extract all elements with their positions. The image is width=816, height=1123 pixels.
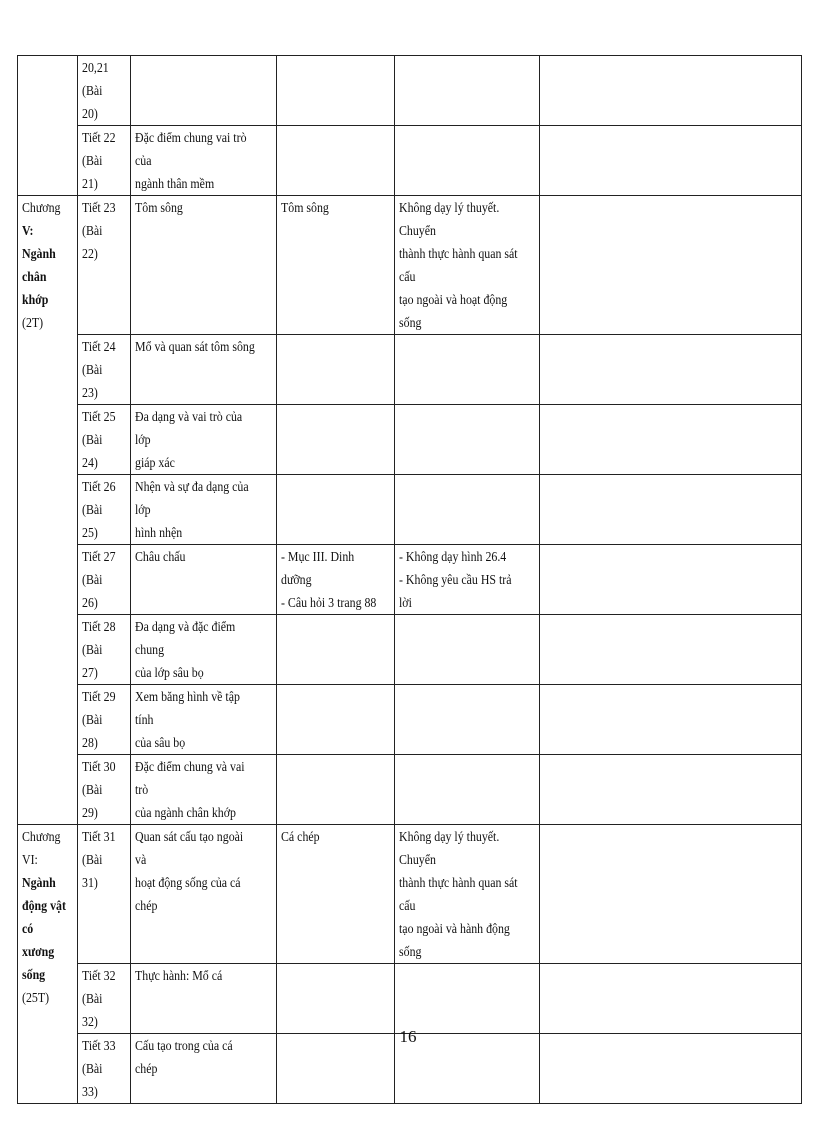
table-row [18, 56, 802, 126]
cell-line: Không dạy lý thuyết. Chuyển [399, 200, 500, 238]
period-cell [78, 56, 131, 126]
lesson-cell [131, 405, 277, 475]
cell-line: Tiết 29 [82, 689, 116, 704]
table-row [18, 545, 802, 615]
cell-line: Thực hành: Mổ cá [135, 968, 223, 983]
period-cell [78, 335, 131, 405]
cell-line: (Bài 31) [82, 852, 103, 890]
cell-line: Tiết 24 [82, 339, 116, 354]
lesson-cell [131, 685, 277, 755]
cell-line: (Bài 24) [82, 432, 103, 470]
table-row [18, 685, 802, 755]
cell-line: - Không dạy hình 26.4 [399, 549, 507, 564]
cell-line: Quan sát cấu tạo ngoài và [135, 829, 244, 867]
content-cell [277, 964, 395, 1034]
cell-line: (Bài 21) [82, 153, 103, 191]
content-cell [277, 475, 395, 545]
period-cell [78, 475, 131, 545]
cell-line: Đặc điểm chung và vai trò [135, 759, 245, 797]
table-row [18, 964, 802, 1034]
content-cell [277, 825, 395, 964]
table-row [18, 335, 802, 405]
note-cell [540, 964, 802, 1034]
cell-line: (Bài 33) [82, 1061, 103, 1099]
note-cell [540, 475, 802, 545]
content-cell [277, 615, 395, 685]
cell-line: (Bài 26) [82, 572, 103, 610]
chapter-line: có xương [22, 921, 55, 959]
table-row [18, 825, 802, 964]
table-row [18, 405, 802, 475]
cell-line: thành thực hành quan sát cấu [399, 246, 518, 284]
period-cell [78, 685, 131, 755]
guidance-cell [395, 755, 540, 825]
cell-line: tạo ngoài và hành động sống [399, 921, 510, 959]
guidance-cell [395, 56, 540, 126]
period-cell [78, 126, 131, 196]
lesson-cell [131, 475, 277, 545]
period-cell [78, 825, 131, 964]
note-cell [540, 56, 802, 126]
content-cell [277, 685, 395, 755]
cell-line: của ngành chân khớp [135, 805, 236, 820]
note-cell [540, 755, 802, 825]
chapter-line: (25T) [22, 990, 50, 1005]
note-cell [540, 405, 802, 475]
cell-line: Tiết 25 [82, 409, 116, 424]
chapter-cell [18, 56, 78, 196]
lesson-cell [131, 615, 277, 685]
lesson-cell [131, 825, 277, 964]
cell-line: (Bài 32) [82, 991, 103, 1029]
guidance-cell [395, 615, 540, 685]
cell-line: Tiết 33 [82, 1038, 116, 1053]
cell-line: Châu chấu [135, 549, 186, 564]
cell-line: - Không yêu cầu HS trả lời [399, 572, 512, 610]
cell-line: (Bài 25) [82, 502, 103, 540]
period-cell [78, 405, 131, 475]
chapter-cell [18, 825, 78, 1104]
cell-line: Tôm sông [281, 200, 329, 215]
cell-line: của sâu bọ [135, 735, 186, 750]
cell-line: Tiết 31 [82, 829, 116, 844]
table-row [18, 475, 802, 545]
guidance-cell [395, 196, 540, 335]
content-cell [277, 126, 395, 196]
content-cell [277, 405, 395, 475]
period-cell [78, 615, 131, 685]
note-cell [540, 545, 802, 615]
cell-line: Tiết 23 [82, 200, 116, 215]
chapter-line: khớp [22, 292, 49, 307]
chapter-line: Chương [22, 829, 61, 844]
cell-line: Đặc điểm chung vai trò của [135, 130, 247, 168]
lesson-cell [131, 56, 277, 126]
cell-line: Tiết 26 [82, 479, 116, 494]
lesson-cell [131, 755, 277, 825]
cell-line: Không dạy lý thuyết. Chuyển [399, 829, 500, 867]
cell-line: (Bài 22) [82, 223, 103, 261]
chapter-cell [18, 196, 78, 825]
content-cell [277, 545, 395, 615]
cell-line: 20,21 [82, 60, 109, 75]
cell-line: Đa dạng và vai trò của lớp [135, 409, 243, 447]
cell-line: ngành thân mềm [135, 176, 215, 191]
cell-line: hình nhện [135, 525, 183, 540]
guidance-cell [395, 405, 540, 475]
chapter-line: chân [22, 269, 47, 284]
cell-line: Cá chép [281, 829, 320, 844]
cell-line: (Bài 28) [82, 712, 103, 750]
cell-line: Mổ và quan sát tôm sông [135, 339, 255, 354]
guidance-cell [395, 335, 540, 405]
cell-line: Đa dạng và đặc điểm chung [135, 619, 236, 657]
chapter-line: Chương [22, 200, 61, 215]
note-cell [540, 196, 802, 335]
chapter-line: V: Ngành [22, 223, 56, 261]
chapter-line: Ngành [22, 875, 56, 890]
table-row [18, 615, 802, 685]
chapter-line: sống [22, 967, 46, 982]
lesson-cell [131, 964, 277, 1034]
note-cell [540, 126, 802, 196]
cell-line: Tiết 22 [82, 130, 116, 145]
lesson-cell [131, 335, 277, 405]
curriculum-table [17, 55, 802, 1104]
page-number: 16 [399, 1027, 417, 1046]
content-cell [277, 196, 395, 335]
lesson-cell [131, 126, 277, 196]
cell-line: Tôm sông [135, 200, 183, 215]
content-cell [277, 335, 395, 405]
guidance-cell [395, 685, 540, 755]
guidance-cell [395, 126, 540, 196]
content-cell [277, 755, 395, 825]
cell-line: - Câu hỏi 3 trang 88 [281, 595, 377, 610]
chapter-line: VI: [22, 852, 38, 867]
cell-line: tạo ngoài và hoạt động sống [399, 292, 508, 330]
note-cell [540, 335, 802, 405]
cell-line: Tiết 32 [82, 968, 116, 983]
content-cell [277, 56, 395, 126]
table-row [18, 126, 802, 196]
cell-line: Tiết 30 [82, 759, 116, 774]
table-row [18, 196, 802, 335]
note-cell [540, 615, 802, 685]
cell-line: (Bài 29) [82, 782, 103, 820]
period-cell [78, 755, 131, 825]
lesson-cell [131, 545, 277, 615]
table-row [18, 755, 802, 825]
cell-line: Nhện và sự đa dạng của lớp [135, 479, 249, 517]
cell-line: Xem băng hình về tập tính [135, 689, 240, 727]
note-cell [540, 685, 802, 755]
cell-line: - Mục III. Dinh dưỡng [281, 549, 355, 587]
cell-line: Tiết 27 [82, 549, 116, 564]
table-body [18, 56, 802, 1104]
cell-line: (Bài 27) [82, 642, 103, 680]
cell-line: Cấu tạo trong của cá chép [135, 1038, 233, 1076]
period-cell [78, 196, 131, 335]
period-cell [78, 545, 131, 615]
cell-line: giáp xác [135, 455, 175, 470]
guidance-cell [395, 825, 540, 964]
chapter-line: động vật [22, 898, 66, 913]
cell-line: (Bài 20) [82, 83, 103, 121]
cell-line: Tiết 28 [82, 619, 116, 634]
guidance-cell [395, 475, 540, 545]
period-cell [78, 964, 131, 1034]
cell-line: hoạt động sống của cá chép [135, 875, 241, 913]
chapter-line: (2T) [22, 315, 44, 330]
cell-line: thành thực hành quan sát cấu [399, 875, 518, 913]
cell-line: của lớp sâu bọ [135, 665, 204, 680]
guidance-cell [395, 545, 540, 615]
guidance-cell [395, 964, 540, 1034]
note-cell [540, 825, 802, 964]
lesson-cell [131, 196, 277, 335]
cell-line: (Bài 23) [82, 362, 103, 400]
